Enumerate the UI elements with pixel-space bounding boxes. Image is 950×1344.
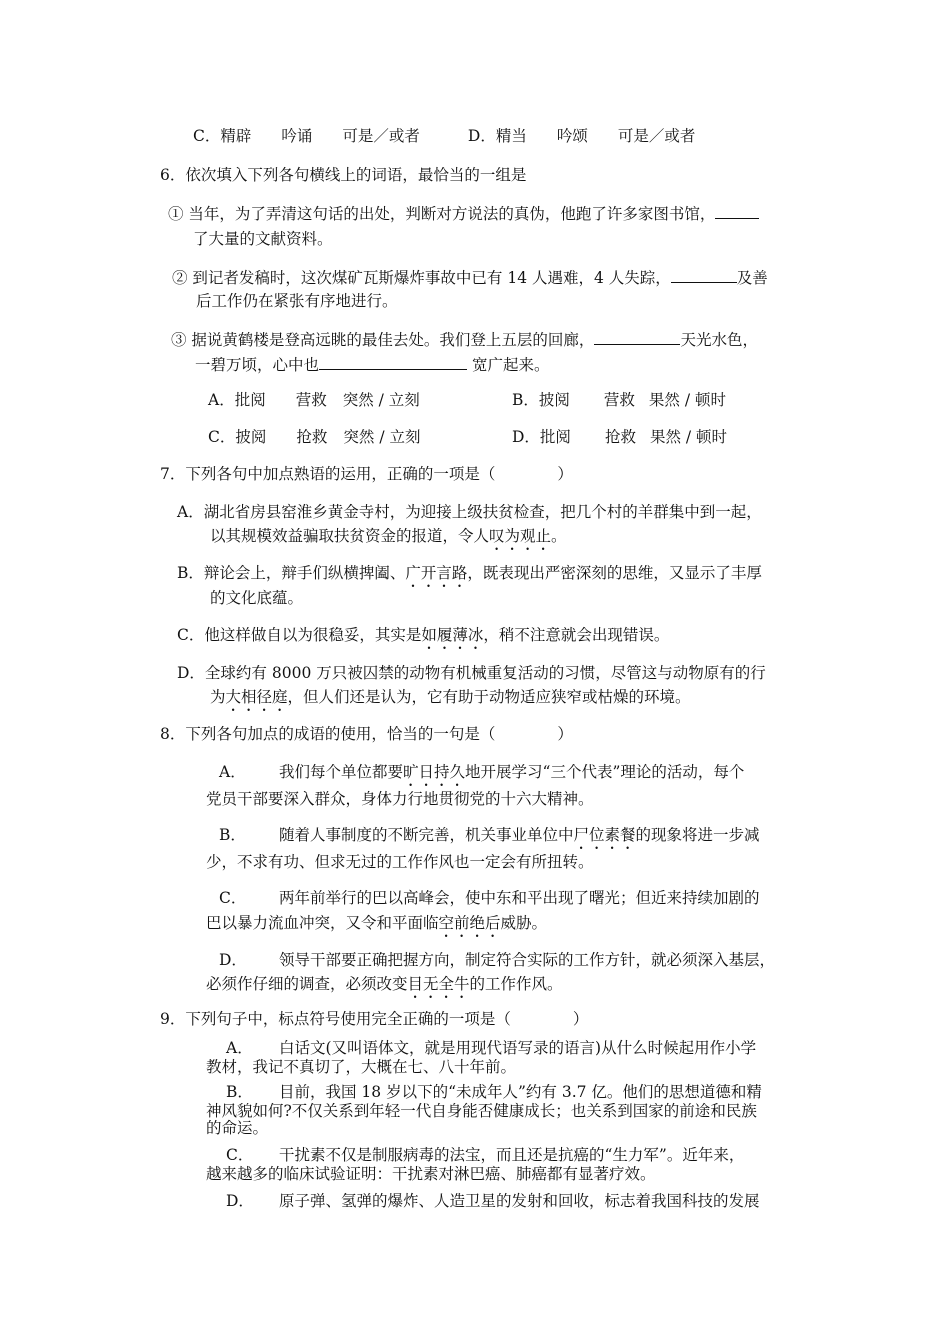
- dotted-idiom: 广开言路: [405, 564, 468, 582]
- q8-option-d-line2: [206, 974, 563, 1002]
- q6-s3-text: ③ 据说黄鹤楼是登高远眺的最佳去处。我们登上五层的回廊，: [171, 331, 595, 349]
- q8-option-b-line1: [279, 825, 760, 853]
- q6-s1-text: ① 当年，为了弄清这句话的出处，判断对方说法的真伪，他跑了许多家图书馆，: [168, 205, 716, 223]
- q9-stem: 9．下列句子中，标点符号使用完全正确的一项是（ ）: [160, 1010, 589, 1028]
- q6-options-ab-right: [512, 390, 726, 410]
- q6-option-a-w1: A．批阅: [208, 391, 266, 409]
- q8-stem: 8．下列各句加点的成语的使用，恰当的一句是（ ）: [160, 725, 573, 743]
- q8-option-a-line2: 党员干部要深入群众，身体力行地贯彻党的十六大精神。: [206, 790, 594, 808]
- q7-option-b-line1: [177, 563, 762, 591]
- q6-sentence1-line2: 了大量的文献资料。: [193, 230, 333, 248]
- dotted-idiom: 空前绝后: [438, 914, 501, 932]
- q8-option-c-line2: [206, 913, 547, 941]
- q6-sentence3-line1: [171, 328, 758, 350]
- q8-c2-pre: 巴以暴力流血冲突，又令和平面临: [206, 914, 439, 932]
- dotted-idiom: 旷日持久: [403, 763, 466, 781]
- q8-d2-pre: 必须作仔细的调查，必须改变: [206, 975, 408, 993]
- option-c-word1: 精辟: [220, 127, 252, 145]
- answer-blank: [594, 328, 680, 345]
- q8-d2-post: 的工作作风。: [469, 975, 563, 993]
- q7-option-d-line1: D．全球约有 8000 万只被囚禁的动物有机械重复活动的习惯，尽管这与动物原有的行: [177, 664, 766, 682]
- q9-option-c-line2: 越来越多的临床试验证明：干扰素对淋巴癌、肺癌都有显著疗效。: [206, 1165, 656, 1183]
- q8-option-b-letter: B．: [219, 826, 246, 844]
- q7-option-c-line1: [177, 625, 669, 653]
- q6-s2-text: ② 到记者发稿时，这次煤矿瓦斯爆炸事故中已有 14 人遇难，4 人失踪，: [172, 269, 671, 287]
- q7-a2-pre: 以其规模效益骗取扶贫资金的报道，令人: [210, 527, 490, 545]
- q8-option-b-line2: 少，不求有功、但求无过的工作作风也一定会有所扭转。: [206, 853, 594, 871]
- q6-sentence3-line2: [195, 353, 549, 375]
- dotted-idiom: 叹为观止: [489, 527, 552, 545]
- q8-option-d-line1: 领导干部要正确把握方向，制定符合实际的工作方针，就必须深入基层，: [279, 951, 776, 969]
- q6-option-d-w1: D．批阅: [512, 428, 571, 446]
- q7-option-b-line2: 的文化底蕴。: [210, 589, 304, 607]
- q6-stem: 6．依次填入下列各句横线上的词语，最恰当的一组是: [160, 166, 527, 184]
- q6-option-d-w2: 抢救: [604, 428, 636, 446]
- q7-d2-post: ，但人们还是认为，它有助于动物适应狭窄或枯燥的环境。: [287, 688, 691, 706]
- q7-stem: 7．下列各句中加点熟语的运用，正确的一项是（ ）: [160, 465, 573, 483]
- q6-option-b-w3: 果然 / 顿时: [648, 391, 726, 409]
- q6-option-c-w1: C．披阅: [208, 428, 267, 446]
- option-c-word2: 吟诵: [281, 127, 313, 145]
- q8-b1-post: 的现象将进一步减: [635, 826, 760, 844]
- q8-a1-pre: 我们每个单位都要: [279, 763, 404, 781]
- q6-options-ab: [208, 390, 420, 410]
- q8-option-a-line1: [279, 762, 744, 790]
- q8-c2-post: 威胁。: [500, 914, 548, 932]
- q8-option-a-letter: A．: [219, 763, 246, 781]
- q9-option-b-line3: 的命运。: [206, 1119, 269, 1137]
- dotted-idiom: 尸位素餐: [573, 826, 636, 844]
- q6-option-c-w2: 抢救: [296, 428, 328, 446]
- q6-options-cd: [208, 427, 420, 447]
- q7-b1-pre: B．辩论会上，辩手们纵横捭阖、: [177, 564, 406, 582]
- q9-option-a-letter: A．: [226, 1039, 253, 1057]
- q8-b1-pre: 随着人事制度的不断完善，机关事业单位中: [279, 826, 574, 844]
- option-d-word1: 精当: [495, 127, 527, 145]
- option-d-word2: 吟颂: [556, 127, 588, 145]
- option-c-word3: 可是／或者: [342, 127, 420, 145]
- option-c-letter: C．: [193, 127, 221, 145]
- q7-a2-post: 。: [551, 527, 567, 545]
- q6-option-b-w2: 营救: [603, 391, 635, 409]
- q6-s3-line2-tail: 宽广起来。: [467, 356, 550, 374]
- q8-option-c-letter: C．: [219, 889, 247, 907]
- answer-blank: [319, 353, 467, 370]
- option-d-letter: D．: [467, 127, 496, 145]
- q9-option-d-letter: D．: [226, 1192, 254, 1210]
- q8-option-c-line1: 两年前举行的巴以高峰会，使中东和平出现了曙光；但近来持续加剧的: [279, 889, 760, 907]
- q7-option-a-line1: A．湖北省房县窑淮乡黄金寺村，为迎接上级扶贫检查，把几个村的羊群集中到一起，: [177, 503, 762, 521]
- q9-option-d-line1: 原子弹、氢弹的爆炸、人造卫星的发射和回收，标志着我国科技的发展: [279, 1192, 760, 1210]
- q6-options-cd-right: [512, 427, 727, 447]
- dotted-idiom: 目无全牛: [407, 975, 470, 993]
- q6-s3-tail: 天光水色，: [680, 331, 758, 349]
- option-d-word3: 可是／或者: [617, 127, 696, 145]
- q7-option-a-line2: [210, 526, 567, 554]
- q9-option-b-line1: 目前，我国 18 岁以下的“未成年人”约有 3.7 亿。他们的思想道德和精: [279, 1083, 762, 1101]
- q6-s3-line2-text: 一碧万顷，心中也: [195, 356, 320, 374]
- q8-a1-post: 地开展学习“三个代表”理论的活动，每个: [465, 763, 745, 781]
- q7-d2-pre: 为: [210, 688, 226, 706]
- q9-option-c-letter: C．: [226, 1146, 254, 1164]
- dotted-idiom: 大相径庭: [225, 688, 288, 706]
- q6-sentence2-line1: [172, 266, 768, 288]
- q6-sentence2-line2: 后工作仍在紧张有序地进行。: [196, 292, 398, 310]
- q6-option-c-w3: 突然 / 立刻: [343, 428, 421, 446]
- q8-option-d-letter: D．: [219, 951, 247, 969]
- q6-sentence1-line1: [168, 202, 759, 224]
- q6-option-a-w2: 营救: [295, 391, 327, 409]
- q6-option-a-w3: 突然 / 立刻: [342, 391, 420, 409]
- q9-option-a-line1: 白话文(又叫语体文，就是用现代语写录的语言)从什么时候起用作小学: [279, 1039, 757, 1057]
- q9-option-b-letter: B．: [226, 1083, 253, 1101]
- answer-blank: [715, 202, 759, 219]
- answer-blank: [671, 266, 737, 283]
- q5-options-cd: [193, 126, 695, 146]
- q6-option-b-w1: B．披阅: [512, 391, 570, 409]
- q9-option-c-line1: 干扰素不仅是制服病毒的法宝，而且还是抗癌的“生力军”。近年来，: [279, 1146, 745, 1164]
- q7-b1-post: ，既表现出严密深刻的思维，又显示了丰厚: [467, 564, 762, 582]
- dotted-idiom: 如履薄冰: [421, 626, 484, 644]
- q9-option-a-line2: 教材，我记不真切了，大概在七、八十年前。: [206, 1058, 517, 1076]
- q7-option-d-line2: [210, 687, 691, 715]
- q6-option-d-w3: 果然 / 顿时: [649, 428, 728, 446]
- q9-option-b-line2: 神风貌如何?不仅关系到年轻一代自身能否健康成长；也关系到国家的前途和民族: [206, 1102, 757, 1120]
- q7-c1-post: ，稍不注意就会出现错误。: [483, 626, 670, 644]
- q7-c1-pre: C．他这样做自以为很稳妥，其实是: [177, 626, 422, 644]
- q6-s2-tail: 及善: [736, 269, 768, 287]
